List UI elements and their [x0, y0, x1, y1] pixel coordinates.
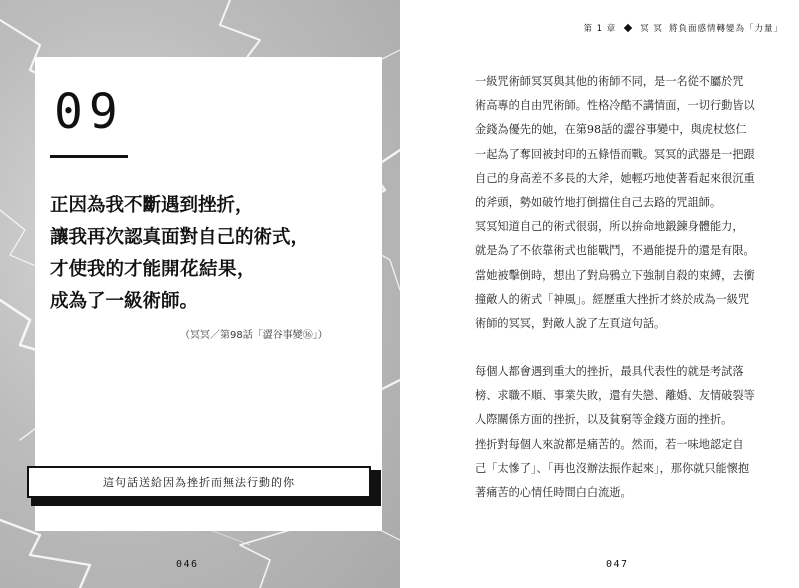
- running-header: [583, 22, 783, 34]
- page-number-right: 047: [606, 559, 629, 570]
- body-line: 著痛苦的心情任時間白白流逝。: [475, 486, 632, 499]
- quote-text: ，: [237, 259, 256, 280]
- header-character-name: 冥 冥: [640, 24, 663, 34]
- body-line: 冥冥知道自己的術式很弱，所以拚命地鍛鍊身體能力，: [475, 220, 744, 234]
- quote-text: 讓我再次認真面對自己的術式，: [50, 227, 310, 248]
- body-line: 的斧頭，勢如破竹地打倒擋住自己去路的咒詛師。: [475, 195, 722, 209]
- body-line: 每個人都會遇到重大的挫折，最具代表性的就是考試落: [475, 365, 744, 379]
- body-line: 就是為了不依靠術式也能戰鬥，不過能提升的還是有限。: [475, 244, 755, 258]
- body-text: [475, 70, 767, 505]
- featured-quote: [50, 190, 370, 318]
- body-line: 人際關係方面的挫折，以及貧窮等金錢方面的挫折。: [475, 413, 733, 427]
- diamond-icon: [624, 24, 632, 32]
- body-paragraph: [475, 70, 767, 215]
- chapter-number: 09: [54, 84, 124, 140]
- body-line: 金錢為優先的她，在第98話的澀谷事變中，與虎杖悠仁: [475, 123, 747, 137]
- quote-emphasis: 開花結果: [161, 259, 238, 280]
- quote-line: [50, 190, 370, 222]
- dedication-text: 這句話送給因為挫折而無法行動的你: [103, 476, 295, 489]
- header-chapter: 第 1 章: [583, 24, 617, 34]
- chapter-number-underline: [50, 155, 128, 158]
- body-line: 當她被擊倒時，想出了對烏鴉立下強制自殺的束縛，去衝: [475, 268, 755, 282]
- body-line: 撞敵人的術式「神風」。經歷重大挫折才終於成為一級咒: [475, 292, 750, 306]
- body-line: 己「太慘了」、「再也沒辦法振作起來」，那你就只能懷抱: [475, 461, 750, 475]
- body-paragraph: [475, 433, 767, 506]
- quote-text: 成為了一級術師。: [50, 291, 199, 312]
- body-line: 自己的身高差不多長的大斧，她輕巧地使著看起來很沉重: [475, 171, 755, 185]
- body-paragraph: [475, 215, 767, 336]
- body-paragraph: [475, 360, 767, 433]
- page-number-left: 046: [176, 559, 199, 570]
- body-line: 榜、求職不順、事業失敗，還有失戀、離婚、友情破裂等: [475, 389, 755, 403]
- body-line: 一起為了奪回被封印的五條悟而戰。冥冥的武器是一把跟: [475, 147, 755, 161]
- body-line: 術高專的自由咒術師。性格冷酷不講情面，一切行動皆以: [475, 99, 755, 113]
- quote-text: 才使我的才能: [50, 259, 162, 280]
- quote-text: 正因為我不斷遇到挫折，: [50, 195, 254, 216]
- quote-line: [50, 286, 370, 318]
- body-line: 術師的冥冥，對敵人說了左頁這句話。: [475, 316, 666, 330]
- header-chapter-title: 將負面感情轉變為「力量」: [668, 24, 783, 34]
- body-line: 挫折對每個人來說都是痛苦的。然而，若一味地認定自: [475, 437, 744, 451]
- quote-line: [50, 254, 370, 286]
- body-line: 一級咒術師冥冥與其他的術師不同，是一名從不屬於咒: [475, 75, 744, 88]
- dedication-banner: [27, 466, 371, 498]
- quote-line: [50, 222, 370, 254]
- right-page: [400, 0, 799, 588]
- quote-source: （冥冥／第98話「澀谷事變⑯」）: [180, 330, 328, 341]
